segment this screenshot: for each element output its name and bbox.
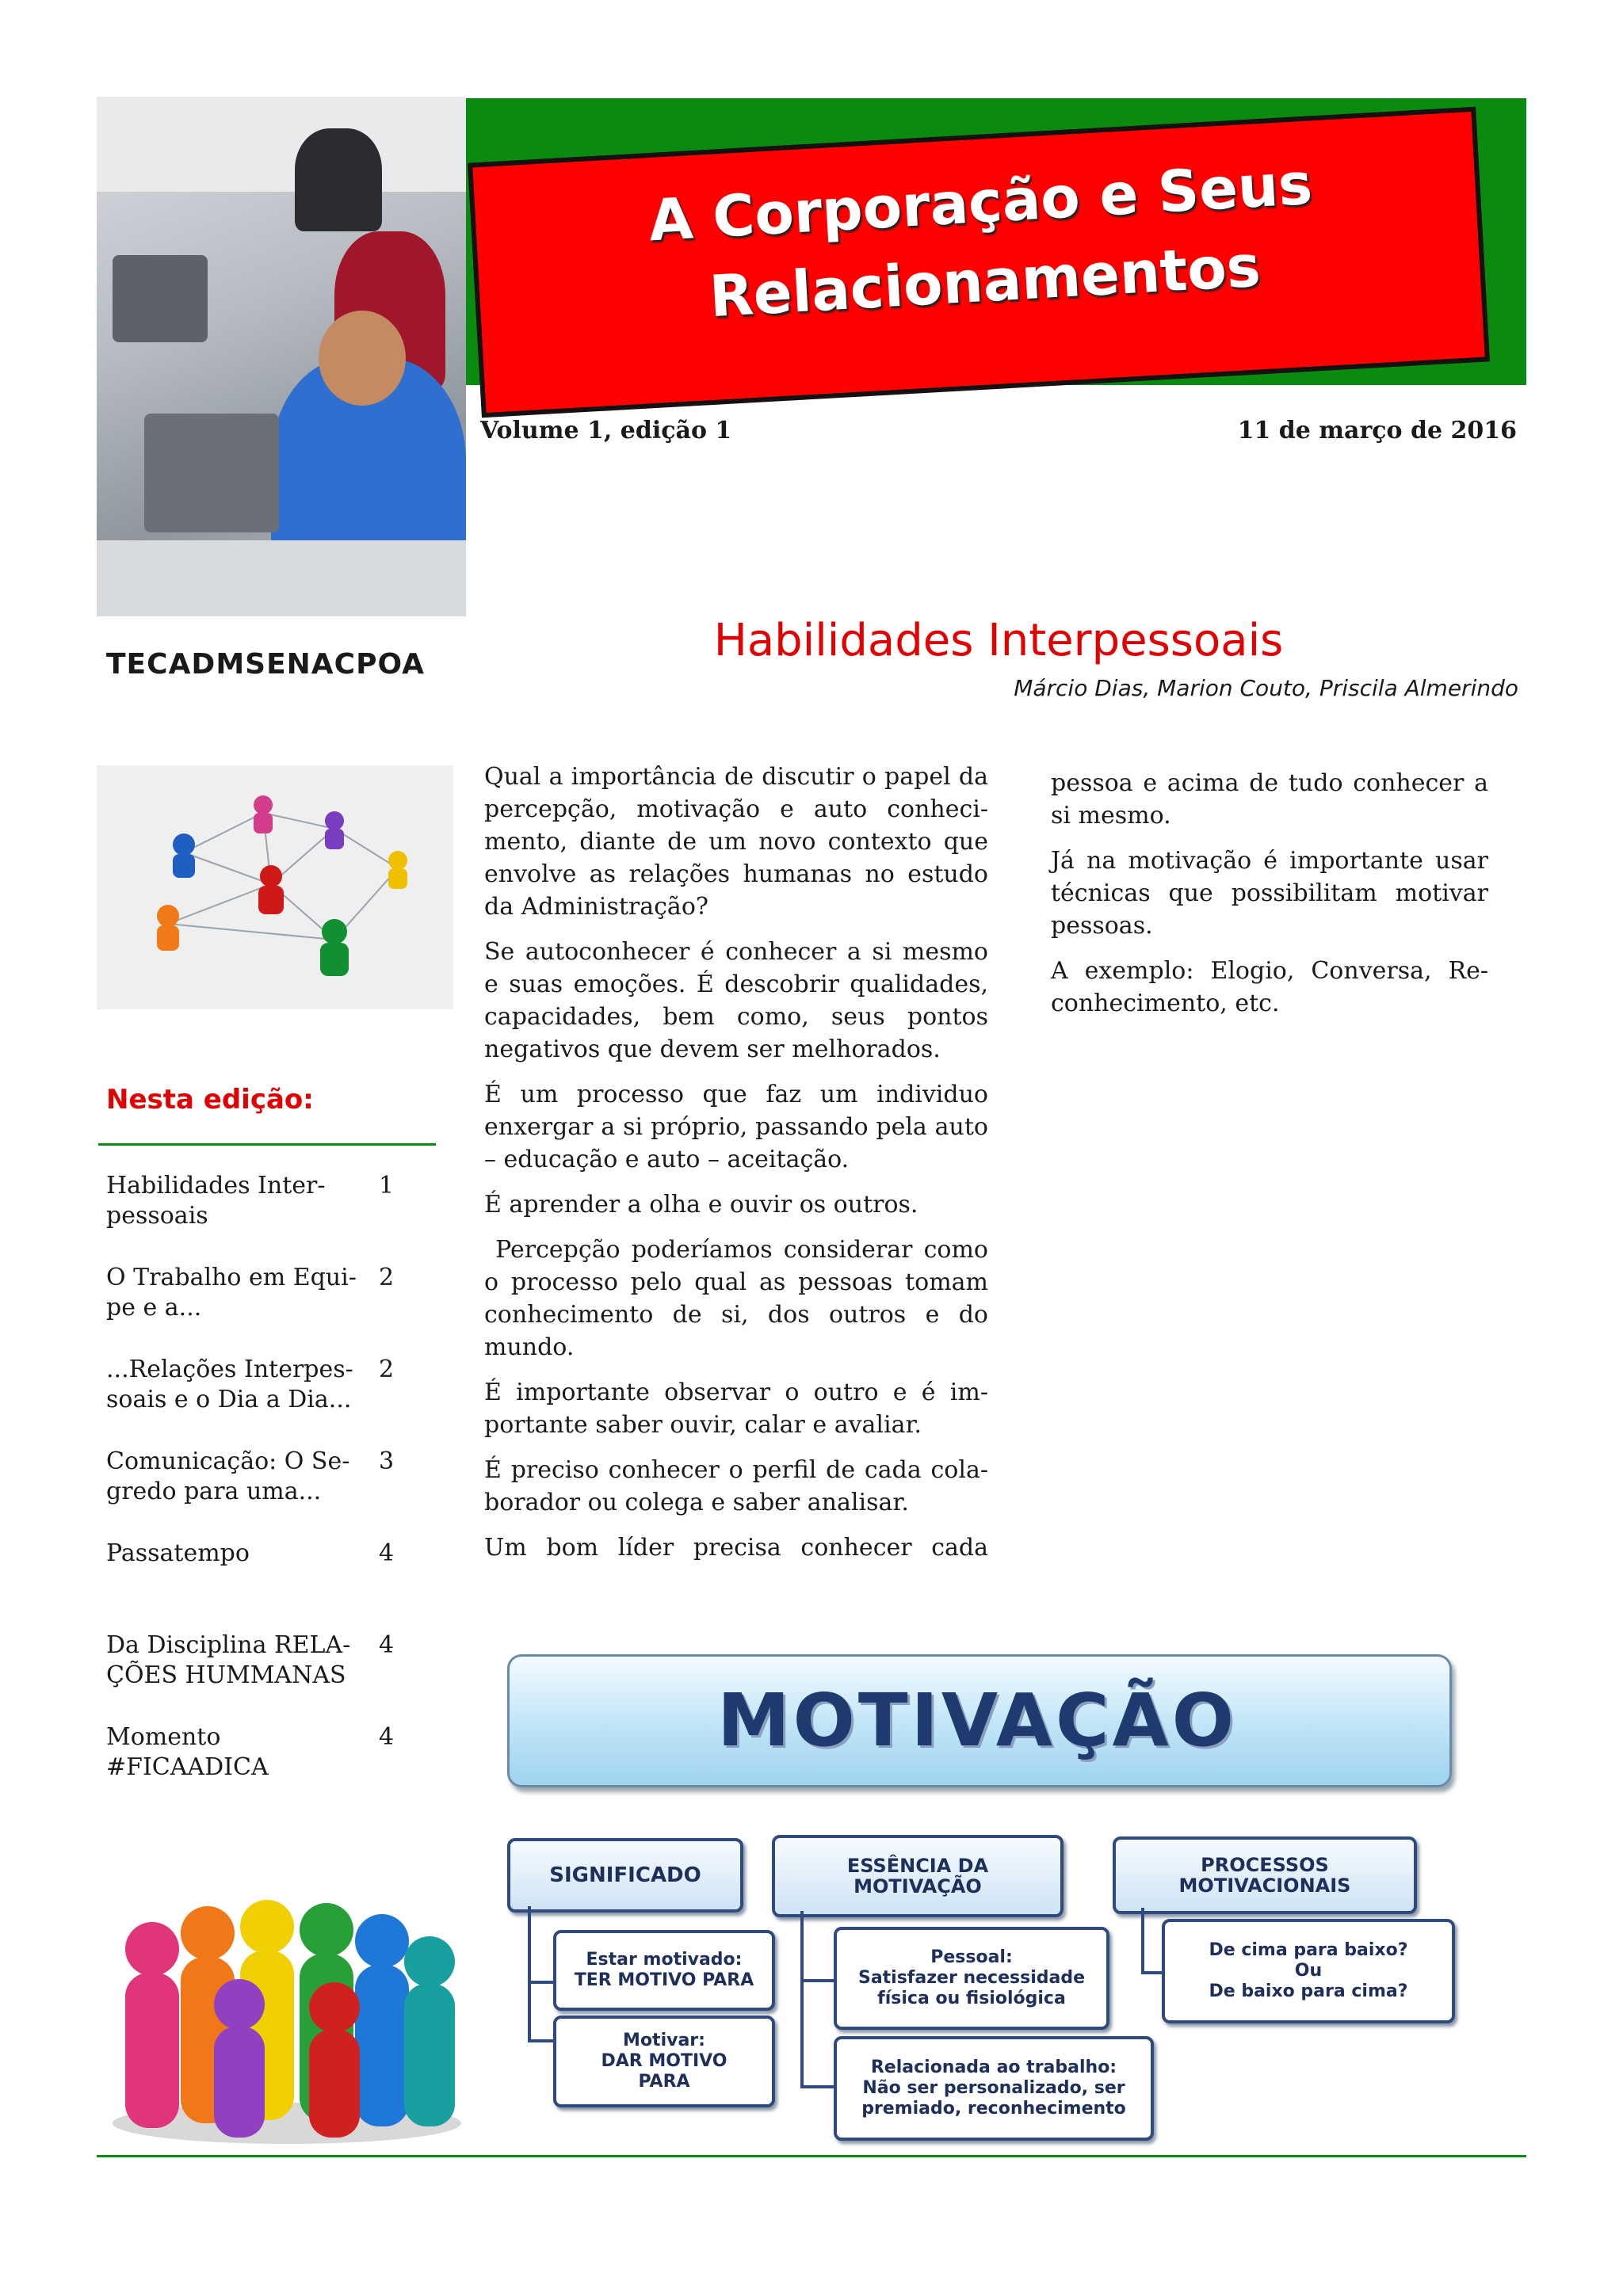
- diagram-label: Relacionada ao trabalho: Não ser personalizado, ser premiado, reconhecimento: [861, 2058, 1126, 2119]
- paragraph: pessoa e acima de tudo conhecer a si mesmo.: [1051, 769, 1488, 830]
- page-bottom-divider: [97, 2155, 1526, 2157]
- diagram-label: Motivar: DAR MOTIVO PARA: [601, 2031, 727, 2092]
- diagram-label: PROCESSOS MOTIVACIONAIS: [1178, 1854, 1351, 1897]
- connector: [528, 1981, 553, 1984]
- toc-item-page: 4: [379, 1631, 395, 1659]
- toc-item[interactable]: [106, 1171, 439, 1231]
- diagram-label: Estar motivado: TER MOTIVO PARA: [574, 1950, 754, 1990]
- toc-divider: [98, 1143, 436, 1146]
- toc-item-page: 2: [379, 1356, 395, 1383]
- toc-item-label: Habilidades Inter-pessoais: [106, 1172, 326, 1230]
- connector: [1141, 1971, 1162, 1974]
- people-circle-illustration: [97, 1886, 475, 2149]
- toc-item-page: 4: [379, 1723, 395, 1751]
- toc-item-page: 4: [379, 1539, 395, 1567]
- toc-item-page: 1: [379, 1172, 395, 1199]
- paragraph: É preciso conhecer o perfil de cada cola-borador ou colega e saber analisar.: [484, 1456, 988, 1516]
- paragraph: É um processo que faz um individuo enxergar a si próprio, passando pela auto – educação e auto – aceitação.: [484, 1081, 988, 1173]
- diagram-box-significado: [507, 1838, 743, 1913]
- paragraph: Qual a importância de discutir o papel da percepção, motivação e auto conheci-mento, diante de um novo contexto que envolve as relações humanas no estudo da Administração?: [484, 763, 988, 921]
- issue-date: 11 de março de 2016: [1237, 417, 1517, 444]
- diagram-box-pessoal: [834, 1927, 1109, 2030]
- article-title: Habilidades Interpessoais: [713, 615, 1284, 666]
- toc-item[interactable]: [106, 1539, 439, 1569]
- connector: [528, 2039, 553, 2042]
- connector: [528, 1906, 531, 2041]
- toc-item-label: ...Relações Interpes-soais e o Dia a Dia...: [106, 1356, 353, 1413]
- paragraph: A exemplo: Elogio, Conversa, Re-conhecimento, etc.: [1051, 957, 1488, 1017]
- toc-item-label: Da Disciplina RELA-ÇÕES HUMMANAS: [106, 1631, 351, 1689]
- diagram-box-essencia: [772, 1835, 1064, 1917]
- connector: [800, 1911, 804, 2088]
- people-network-illustration: [97, 765, 453, 1009]
- toc-item[interactable]: [106, 1447, 439, 1507]
- toc-item-label: Passatempo: [106, 1539, 250, 1567]
- diagram-box-estar-motivado: [553, 1930, 775, 2011]
- connector: [1141, 1908, 1144, 1974]
- paragraph: Se autoconhecer é conhecer a si mesmo e suas emoções. É descobrir qualidades, capacidades, bem como, seus pontos negativos que devem ser melhorados.: [484, 938, 988, 1063]
- diagram-label: De cima para baixo? Ou De baixo para cima?: [1209, 1940, 1408, 2001]
- diagram-label: SIGNIFICADO: [549, 1863, 701, 1887]
- toc-item-page: 3: [379, 1447, 395, 1475]
- diagram-box-motivar: [553, 2016, 775, 2107]
- article-column-1: [484, 761, 996, 1577]
- toc-item-label: Momento #FICAADICA: [106, 1723, 269, 1781]
- toc-item[interactable]: [106, 1630, 439, 1691]
- paragraph: É importante observar o outro e é im-portante saber ouvir, calar e avaliar.: [484, 1379, 988, 1439]
- diagram-label: Pessoal: Satisfazer necessidade física ou fisiológica: [857, 1947, 1086, 2008]
- toc-item-label: O Trabalho em Equi-pe e a...: [106, 1264, 357, 1322]
- toc-item[interactable]: [106, 1722, 439, 1783]
- toc-item[interactable]: [106, 1355, 439, 1415]
- connector: [800, 2085, 834, 2088]
- toc-heading: Nesta edição:: [106, 1084, 314, 1116]
- paragraph: É aprender a olha e ouvir os outros.: [484, 1191, 918, 1219]
- diagram-box-processos: [1113, 1836, 1417, 1914]
- classroom-photo: [97, 97, 466, 616]
- volume-edition: Volume 1, edição 1: [480, 417, 732, 444]
- paragraph: Um bom líder precisa conhecer cada: [484, 1534, 988, 1562]
- paragraph: Já na motivação é importante usar técnicas que possibilitam motivar pessoas.: [1051, 847, 1488, 940]
- paragraph: Percepção poderíamos considerar como o processo pelo qual as pessoas tomam conhecimento de si, dos outros e do mundo.: [484, 1236, 996, 1361]
- motivation-banner-title: MOTIVAÇÃO: [717, 1678, 1237, 1763]
- toc-item[interactable]: [106, 1263, 439, 1323]
- diagram-box-relacionada: [834, 2036, 1154, 2141]
- article-column-2: [1051, 767, 1488, 1032]
- title-line-2: Relacionamentos: [707, 232, 1262, 330]
- diagram-label: ESSÊNCIA DA MOTIVAÇÃO: [846, 1855, 989, 1897]
- connector: [800, 1979, 834, 1982]
- title-line-1: A Corporação e Seus: [647, 150, 1314, 254]
- article-authors: Márcio Dias, Marion Couto, Priscila Almerindo: [1014, 675, 1518, 701]
- diagram-box-direcao: [1162, 1919, 1455, 2023]
- toc-item-label: Comunicação: O Se-gredo para uma...: [106, 1447, 350, 1505]
- toc-item-page: 2: [379, 1264, 395, 1291]
- course-tag: TECADMSENACPOA: [106, 648, 425, 681]
